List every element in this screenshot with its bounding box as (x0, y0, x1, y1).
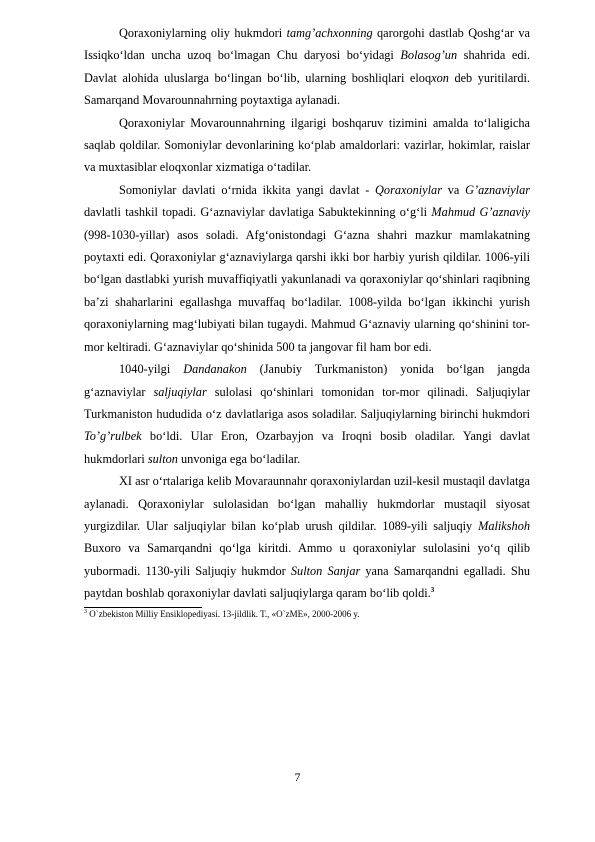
italic-term: Qoraxoniylar (375, 182, 442, 197)
text-run: qarorgohi dastlab Qoshg‘ar va Issiqko‘ldan uncha uzoq bo‘lmagan Chu daryosi bo‘yidagi (84, 26, 530, 63)
italic-term: G’aznaviylar (465, 182, 530, 197)
text-run: Somoniylar davlati o‘rnida ikkita yangi davlat - (119, 182, 376, 197)
text-run: bo‘ldi. Ular Eron, Ozarbayjon va Iroqni bosib oladilar. Yangi davlat hukmdorlari (84, 429, 530, 466)
text-run: davlatli tashkil topadi. G‘aznaviylar davlatiga Sabuktekinning o‘g‘li (84, 205, 432, 220)
italic-term: Sulton Sanjar (290, 563, 361, 578)
page-number: 7 (294, 770, 301, 784)
italic-term: saljuqiylar (153, 384, 207, 399)
italic-term: Mahmud G’aznaviy (431, 205, 530, 220)
text-run: sulolasi qo‘shinlari tomonidan tor-mor qilinadi. Saljuqiylar Turkmaniston hududida o‘z davlatlariga asos soladilar. Saljuqiylarning birinchi hukmdori (84, 384, 530, 421)
paragraph (84, 22, 530, 112)
text-run: (Janubiy Turkmaniston) yonida bo‘lgan jangda g‘aznaviylar (84, 362, 531, 399)
italic-term: sulton (147, 451, 178, 466)
footnote-separator (84, 607, 202, 608)
footnote-marker: 3 (84, 608, 87, 615)
text-run: deb yuritilardi. Samarqand Movarounnahrning poytaxtiga aylanadi. (84, 70, 531, 108)
paragraph (84, 358, 530, 470)
text-run: XI asr o‘rtalariga kelib Movaraunnahr qoraxoniylardan uzil-kesil mustaqil davlatga aylanadi. Qoraxoniylar sulolasidan bo‘lgan mahalliy hukmdorlar mustaqil siyosat yurgizdilar. Ular saljuqiylar bilan ko‘plab urush qildilar. 1089-yili saljuqiy (84, 474, 530, 533)
paragraph (84, 179, 530, 358)
footnote-reference: 3 (430, 586, 435, 595)
italic-term: xon (431, 70, 449, 85)
italic-term: Dandanakon (183, 362, 247, 377)
footnote (84, 609, 530, 620)
italic-term: tamg’achxonning (286, 26, 373, 40)
document-page (84, 22, 530, 620)
text-run: shahrida edi. Davlat alohida uluslarga bo‘lingan bo‘lib, ularning boshliqlari eloq (84, 48, 530, 85)
paragraph (84, 470, 530, 604)
footnote-text: O`zbekiston Milliy Ensiklopediyasi. 13-jildlik. T., «O`zME», 2000-2006 y. (87, 608, 360, 619)
paragraph (84, 112, 530, 179)
text-run: Buxoro va Samarqandni qo‘lga kiritdi. Ammo u qoraxoniylar sulolasini yo‘q qilib yubormadi. 1130-yili Saljuqiy hukmdor (84, 541, 530, 578)
text-run: va (442, 182, 466, 197)
text-run: Qoraxoniylarning oliy hukmdori (119, 26, 287, 40)
text-run: Qoraxoniylar Movarounnahrning ilgarigi boshqaruv tizimini amalda to‘laligicha saqlab qoldilar. Somoniylar devonlarining ko‘plab amaldorlari: vazirlar, hokimlar, raislar va muxtasiblar eloqxonlar xizmatiga o‘tadilar. (84, 115, 530, 175)
italic-term: Bolasog’un (400, 48, 458, 63)
italic-term: Malikshoh (478, 518, 530, 533)
text-run: (998-1030-yillar) asos soladi. Afg‘onistondagi G‘azna shahri mazkur mamlakatning poytaxti edi. Qoraxoniylar g‘aznaviylarga qarshi ikki bor harbiy yurish qildilar. 1006-yili bo‘lgan dastlabki yurish muvaffiqiyatli yakunlanadi va qoraxoniylar qo‘shinlari raqibning ba’zi shaharlarini egallashga muvaffaq bo‘ladilar. 1008-yilda bo‘lgan ikkinchi yurish qoraxoniylarning mag‘lubiyati bilan tugaydi. Mahmud G‘aznaviy ularning qo‘shinini tor-mor keltiradi. G‘aznaviylar qo‘shinida 500 ta jangovar fil ham bor edi. (84, 227, 530, 354)
italic-term: To’g’rulbek (84, 429, 142, 444)
body-text (84, 22, 530, 605)
text-run: unvoniga ega bo‘ladilar. (177, 451, 301, 466)
text-run: 1040-yilgi (119, 362, 184, 377)
text-run: yana Samarqandni egalladi. Shu paytdan boshlab qoraxoniylar davlati saljuqiylarga qaram bo‘lib qoldi. (84, 563, 531, 601)
